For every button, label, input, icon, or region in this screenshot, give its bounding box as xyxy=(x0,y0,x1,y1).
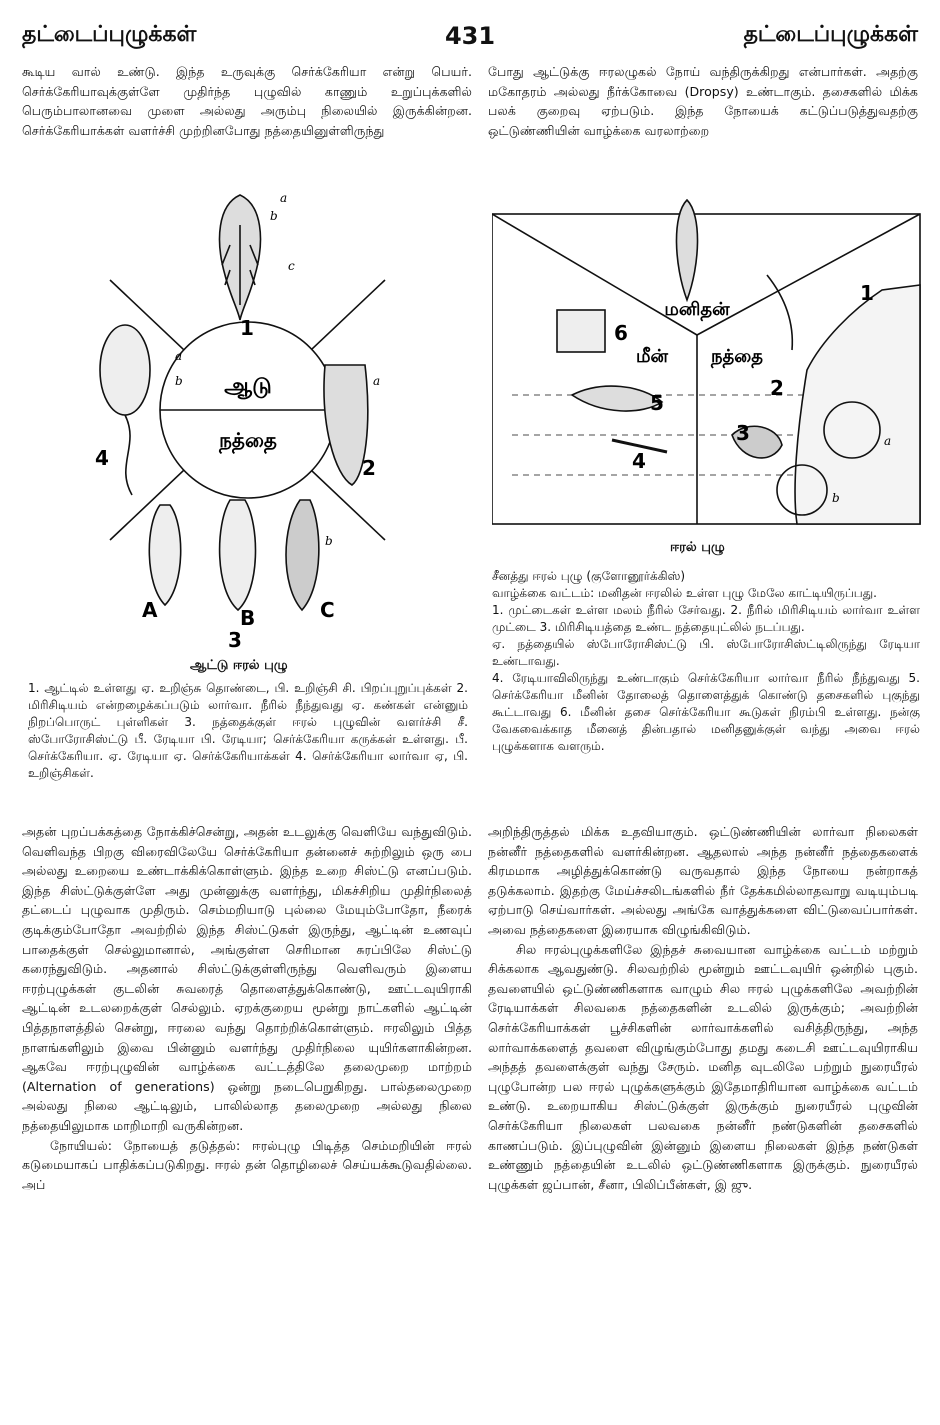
fig2-title: ஈரல் புழு xyxy=(670,540,725,555)
fig1-label-b3: b xyxy=(325,534,333,548)
running-header-left: தட்டைப்புழுக்கள் xyxy=(22,22,197,47)
fig2-region-fish: மீன் xyxy=(636,346,668,367)
caption-text: 1. முட்டைகள் உள்ள மலம் நீரில் சேர்வது. 2. நீரில் மிரிசிடியம் லார்வா உள்ள முட்டை 3. மிரிசிடியத்தை உண்ட நத்தையுட்லில் நடப்பது. xyxy=(492,603,920,634)
fig2-number-6: 6 xyxy=(614,321,628,345)
chinese-liver-fluke-diagram xyxy=(492,190,922,535)
paragraph: நோயியல்: நோயைத் தடுத்தல்: ஈரல்புழு பிடித்த செம்மறியின் ஈரல் கடுமையாகப் பாதிக்கப்படுகிறது. ஈரல் தன் தொழிலைச் செய்யக்கூடுவதில்லை. அப் xyxy=(22,1137,472,1192)
fig2-label-b: b xyxy=(832,491,840,505)
caption-text: ஏ. நத்தையில் ஸ்போரோசிஸ்ட்டு பி. ஸ்போரோசிஸ்ட்டிலிருந்து ரேடியா உண்டாவது. xyxy=(492,637,920,668)
fig2-number-3: 3 xyxy=(736,421,750,445)
fig1-center-sheep: ஆடு xyxy=(224,374,272,399)
paragraph: போது ஆட்டுக்கு ஈரலழுகல் நோய் வந்திருக்கிறது என்பார்கள். அதற்கு மகோதரம் அல்லது நீர்க்கோவை (Dropsy) உண்டாகும். தசைகளில் மிக்க பலக் குறைவு ஏற்படும். இந்த நோயைக் கட்டுப்படுத்துவதற்கு ஒட்டுண்ணியின் வாழ்க்கை வரலாற்றை xyxy=(488,64,918,138)
fig1-sub-A: A xyxy=(142,598,158,622)
fig1-number-3: 3 xyxy=(228,628,242,652)
caption-text: வாழ்க்கை வட்டம்: மனிதன் ஈரலில் உள்ள புழு மேலே காட்டியிருப்பது. xyxy=(492,586,877,600)
fig2-region-human: மனிதன் xyxy=(664,299,730,320)
fig1-number-2: 2 xyxy=(362,456,376,480)
column-1-top-text xyxy=(22,62,472,140)
fig1-title: ஆட்டு ஈரல் புழு xyxy=(190,658,288,673)
fig2-caption xyxy=(492,568,920,755)
fig1-label-a1: a xyxy=(280,191,288,205)
column-3-text xyxy=(22,822,472,1194)
fig2-number-4: 4 xyxy=(632,449,646,473)
running-header-right: தட்டைப்புழுக்கள் xyxy=(743,22,918,47)
fig1-label-b1: b xyxy=(270,209,278,223)
fig1-label-c1: c xyxy=(288,259,295,273)
caption-text: 4. ரேடியாவிலிருந்து உண்டாகும் செர்க்கேரியா லார்வா நீரில் நீந்துவது 5. செர்க்கேரியா மீனின் தோலைத் தொளைத்துக் கொண்டு தசைகளில் புகுந்து கூட்டாவது 6. மீனின் தசை செர்க்கேரியா கூடுகள் நிரம்பி உள்ளது. நன்கு வேகவைக்காத மீனைத் தின்பதால் மனிதனுக்குள் வந்து அவை ஈரல் புழுக்களாக வளரும். xyxy=(492,671,920,753)
fig1-label-a2: a xyxy=(373,374,381,388)
fig1-sub-C: C xyxy=(320,598,335,622)
paragraph: கூடிய வால் உண்டு. இந்த உருவுக்கு செர்க்கேரியா என்று பெயர். செர்க்கேரியாவுக்குள்ளே முதிர்ந்த புழுவில் காணும் உறுப்புக்களில் பெரும்பாலானவை முளை அல்லது அரும்பு நிலையில் இருக்கின்றன. செர்க்கேரியாக்கள் வளர்ச்சி முற்றினபோது நத்தையினுள்ளிருந்து xyxy=(22,64,472,138)
fig1-number-4: 4 xyxy=(95,446,109,470)
caption-text: 1. ஆட்டில் உள்ளது ஏ. உறிஞ்சு தொண்டை, பி. உறிஞ்சி சி. பிறப்புறுப்புக்கள் 2. மிரிசிடியம் என்றழைக்கப்படும் லார்வா. நீரில் நீந்துவது ஏ. கண்கள் என்னும் நிறப்பொருட் புள்ளிகள் 3. நத்தைக்குள் ஈரல் புழுவின் வளர்ச்சி சீ. ஸ்போரோசிஸ்ட்டு பீ. ரேடியா பி. ரேடியா; செர்க்கேரியா கருக்கள் உள்ளது. பீ. செர்க்கேரியா. ஏ. ரேடியா ஏ. செர்க்கேரியாக்கள் 4. செர்க்கேரியா லார்வா ஏ, பி. உறிஞ்சிகள். xyxy=(28,681,468,780)
fig1-caption xyxy=(28,680,468,782)
fig1-sub-B: B xyxy=(240,606,256,630)
paragraph: சில ஈரல்புழுக்களிலே இந்தச் சுவையான வாழ்க்கை வட்டம் மற்றும் சிக்கலாக ஆவதுண்டு. சிலவற்றில் மூன்றும் ஊட்டவுயிர் ஒன்றில் புகும். தவளையில் ஒட்டுண்ணிகளாக வாழும் சில ஈரல் புழுக்களிலே அவற்றின் ரேடியாக்கள் சிலவகை நத்தைகளின் உடலில் இருக்கும்; அவற்றின் செர்க்கேரியாக்கள் பூச்சிகளின் லார்வாக்களில் வசித்திருந்து, அந்த லார்வாக்களைத் தவளை விழுங்கும்போது தமது கடைசி ஊட்டவுயிராகிய அந்தத் தவளைக்குள் வந்து சேரும். மனித வுடலிலே பற்றும் நுரையீரல் புழுபோன்ற பல ஈரல் புழுக்களுக்கும் இதேமாதிரியான வாழ்க்கை வட்டம் உண்டு. உறையாகிய சிஸ்ட்டுக்குள் இருக்கும் நுரையீரல் புழுவின் செர்க்கேரியா நிலைகள் பலவகை நன்னீர் நண்டுகளின் தசைகளில் காணப்படும். இப்புழுவின் இன்னும் இளைய நிலைகள் இந்த நண்டுகள் உண்ணும் நத்தையின் உடலில் ஒட்டுண்ணிகளாக இருக்கும். நுரையீரல் புழுக்கள் ஜப்பான், சீனா, பிலிப்பீன்கள், இ ஜு. xyxy=(488,941,918,1192)
fig1-label-b4: b xyxy=(175,374,183,388)
fig2-label-a: a xyxy=(884,434,892,448)
column-4-text xyxy=(488,822,918,1194)
paragraph: அதன் புறப்பக்கத்தை நோக்கிச்சென்று, அதன் உடலுக்கு வெளியே வந்துவிடும். வெளிவந்த பிறகு விரைவிலேயே செர்க்கேரியா தன்னைச் சுற்றிலும் ஒரு பை அல்லது உறையை உண்டாக்கிக்கொள்ளும். இந்த உறை சிஸ்ட்டு எனப்படும். இந்த சிஸ்ட்டுக்குள்ளே அது முன்னுக்கு வளர்ந்து, மிகச்சிறிய முதிர்நிலைத் தட்டைப் புழுவாக முதிரும். செம்மறியாடு புல்லை மேயும்போதோ, நீரைக் குடிக்கும்போதோ அவற்றில் இந்த சிஸ்ட்டுகள் இருந்து, ஆட்டின் உணவுப் பாதைக்குள் செல்லுமானால், அங்குள்ள செரிமான சுரப்பிலே சிஸ்ட்டு கரைந்துவிடும். அதனால் சிஸ்ட்டுக்குள்ளிருந்து வெளிவரும் இளைய ஈரற்புழுக்கள் குடலின் சுவரைத் தொளைத்துக்கொண்டு, ஊட்டவுயிராகி ஆட்டின் உடலறைக்குள் செல்லும். ஏறக்குறைய மூன்று நாட்களில் ஆட்டின் பித்தநாளத்தில் சென்று, ஈரலை வந்து தொற்றிக்கொள்ளும். ஈரலிலும் பித்த நாளங்களிலும் இவை பின்னும் வளர்ந்து முதிர்நிலை யுயிர்களாகின்றன. ஆகவே ஈரற்புழுவின் வாழ்க்கை வட்டத்திலே தலைமுறை மாற்றம் (Alternation of generations) ஒன்று நடைபெறுகிறது. பால்தலைமுறை அல்லது நிலை ஆட்டிலும், பாலில்லாத தலைமுறை அல்லது நிலை நத்தையிலுமாக மாறிமாறி வருகின்றன. xyxy=(22,824,472,1133)
fig2-region-snail: நத்தை xyxy=(710,346,764,367)
fig2-number-5: 5 xyxy=(650,391,664,415)
fig1-label-a4: a xyxy=(175,349,183,363)
paragraph: அறிந்திருத்தல் மிக்க உதவியாகும். ஒட்டுண்ணியின் லார்வா நிலைகள் நன்னீர் நத்தைகளில் வளர்கின்றன. ஆதலால் அந்த நன்னீர் நத்தைகளைக் கிரமமாக அழித்துக்கொண்டு வருவதால் இந்த நோயை நன்றாகத் தடுக்கலாம். இதற்கு மேய்ச்சலிடங்களில் நீர் தேக்கமில்லாதவாறு வடியும்படி ஏற்பாடு செய்வார்கள். அல்லது அங்கே வாத்துக்களை விட்டுவைப்பார்கள். அவை நத்தைகளை இரையாக விழுங்கிவிடும். xyxy=(488,824,918,937)
column-2-top-text xyxy=(488,62,918,140)
fig2-subtitle: சீனத்து ஈரல் புழு (குளோனூர்க்கிஸ்) xyxy=(492,569,686,583)
fig1-number-1: 1 xyxy=(240,316,254,340)
fig1-center-snail: நத்தை xyxy=(219,428,277,452)
fig2-number-1: 1 xyxy=(860,281,874,305)
page-number: 431 xyxy=(444,22,496,50)
sheep-liver-fluke-diagram xyxy=(90,185,400,655)
fig2-number-2: 2 xyxy=(770,376,784,400)
